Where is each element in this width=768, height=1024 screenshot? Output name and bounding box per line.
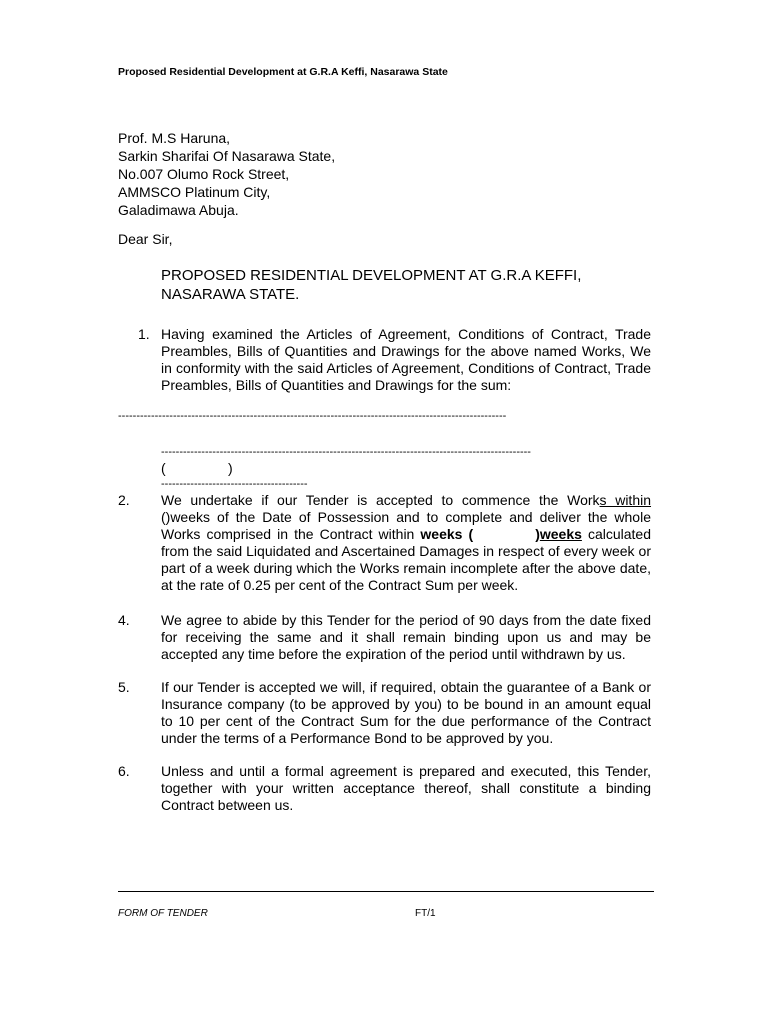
clause-1-text: Having examined the Articles of Agreement, Conditions of Contract, Trade Preambles, Bills of Quantities and Drawings for the above named Works, We in conformity with the said Articles of Agreement, Conditions of Contract, Trade Preambles, Bills of Quantities and Drawings for the sum: <box>161 326 651 393</box>
sum-figure-paren-close: ) <box>228 460 233 476</box>
clause-4-number: 4. <box>118 612 130 628</box>
clause-4-text: We agree to abide by this Tender for the period of 90 days from the date fixed for receiving the same and it shall remain binding upon us and may be accepted any time before the expiration of the period until withdrawn by us. <box>161 612 651 662</box>
salutation: Dear Sir, <box>118 231 173 247</box>
address-line: Sarkin Sharifai Of Nasarawa State, <box>118 148 336 164</box>
recipient-address <box>118 129 335 219</box>
clause-2-part1: We undertake if our Tender is accepted to commence the Work <box>161 492 600 508</box>
sum-words-blank-line: ----------------------------------------------------------------------------------------------------- <box>161 446 531 458</box>
address-line: Galadimawa Abuja. <box>118 202 239 218</box>
clause-2-weeks-open: weeks ( <box>420 526 474 542</box>
address-line: No.007 Olumo Rock Street, <box>118 166 290 182</box>
clause-2-part2: ()weeks of the Date of Possession and to complete and deliver the whole Works comprised in the Contract within <box>161 509 651 542</box>
subject-heading: PROPOSED RESIDENTIAL DEVELOPMENT AT G.R.A KEFFI, NASARAWA STATE. <box>161 267 582 303</box>
sum-blank-line: ---------------------------------------------------------------------------------------------------------- <box>118 410 507 422</box>
clause-2-weeks-label: weeks <box>539 526 582 542</box>
footer-form-title: FORM OF TENDER <box>118 908 208 919</box>
address-line: Prof. M.S Haruna, <box>118 130 231 146</box>
address-line: AMMSCO Platinum City, <box>118 184 271 200</box>
clause-5-text: If our Tender is accepted we will, if required, obtain the guarantee of a Bank or Insurance company (to be approved by you) to be bound in an amount equal to 10 per cent of the Contract Sum for the due performance of the Contract under the terms of a Performance Bond to be approved by you. <box>161 679 651 746</box>
document-header-title: Proposed Residential Development at G.R.A Keffi, Nasarawa State <box>118 66 448 78</box>
sum-figure-blank-line: ---------------------------------------- <box>161 478 308 490</box>
clause-6-text: Unless and until a formal agreement is prepared and executed, this Tender, together with your written acceptance thereof, shall constitute a binding Contract between us. <box>161 763 651 813</box>
clause-1-number: 1. <box>138 326 150 342</box>
clause-2-part3: calculated from the said Liquidated and Ascertained Damages in respect of every week or part of a week during which the Works remain incomplete after the above date, at the rate of 0.25 per cent of the Contract Sum per week. <box>161 526 652 593</box>
footer-page-number: FT/1 <box>415 908 436 919</box>
clause-2-within: s within <box>599 492 652 508</box>
sum-figure-paren-open: ( <box>161 460 166 476</box>
clause-2-weeks-close: ) <box>535 526 540 542</box>
clause-2-text <box>161 492 651 594</box>
footer-divider <box>118 891 654 892</box>
clause-5-number: 5. <box>118 679 130 695</box>
clause-6-number: 6. <box>118 763 130 779</box>
clause-2-number: 2. <box>118 492 130 508</box>
